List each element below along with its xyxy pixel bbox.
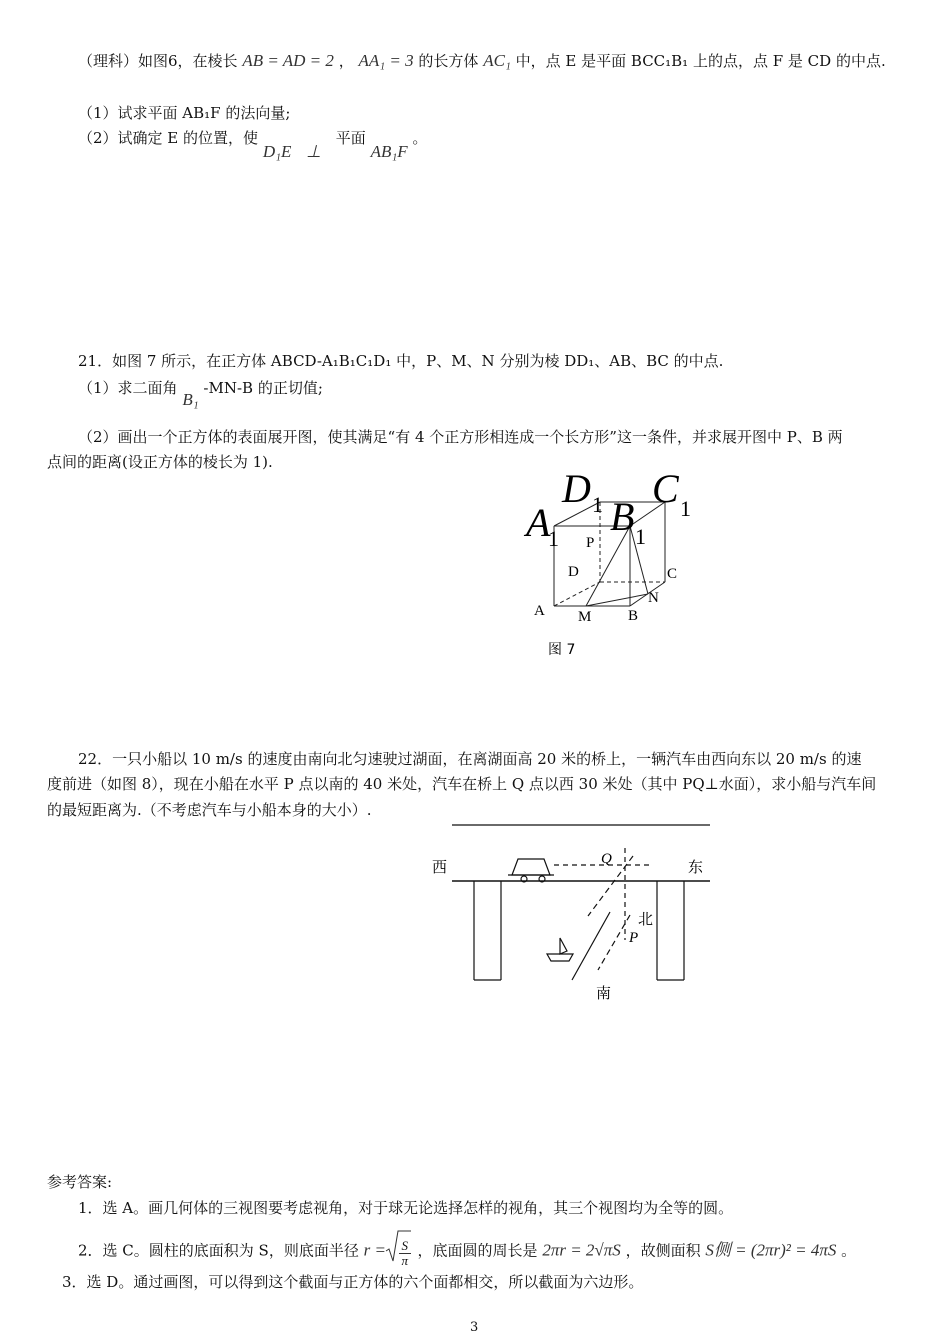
p21-line1: 21．如图 7 所示，在正方体 ABCD-A₁B₁C₁D₁ 中，P、M、N 分别为棱 DD₁、AB、BC 的中点. — [78, 352, 724, 370]
p20-math-d1e: D₁E — [262, 142, 292, 161]
p20-q2-text-b: 平面 — [335, 129, 366, 147]
p20-math-ab-ad: AB = AD = 2 — [242, 51, 334, 70]
boat-hull — [547, 954, 573, 961]
label-south: 南 — [596, 984, 612, 1002]
p20-perp: ⊥ — [306, 142, 321, 161]
p20-text-a: （理科）如图6，在棱长 — [78, 52, 238, 70]
figure-7-cube — [520, 468, 710, 663]
p20-comma: ， — [338, 52, 354, 70]
answer-2-sqrt-frac — [393, 1235, 411, 1268]
answer-2-math-e: S侧 = (2πr)² = 4πS — [705, 1240, 837, 1260]
label-d: D — [568, 564, 579, 580]
label-m: M — [578, 609, 592, 625]
label-q: Q — [601, 851, 612, 867]
figure-7-caption: 图 7 — [548, 642, 576, 658]
p21-math-b1: B₁ — [182, 390, 199, 409]
p20-text-c: 中，点 E 是平面 BCC₁B₁ 上的点，点 F 是 CD 的中点. — [515, 52, 886, 70]
p21-q1 — [78, 378, 323, 409]
p21-q2-line2: 点间的距离(设正方体的棱长为 1). — [47, 453, 273, 471]
boat-track — [572, 912, 610, 980]
p22-line2: 度前进（如图 8），现在小船在水平 P 点以南的 40 米处，汽车在桥上 Q 点以西 30 米处（其中 PQ⊥水面），求小船与汽车间 — [47, 775, 877, 793]
label-p: P — [629, 930, 639, 946]
p22-line3: 的最短距离为.（不考虑汽车与小船本身的大小）. — [47, 801, 372, 819]
label-west: 西 — [432, 858, 448, 876]
label-b1-sub: 1 — [635, 524, 646, 549]
answer-1: 1．选 A。画几何体的三视图要考虑视角，对于球无论选择怎样的视角，其三个视图均为全等的圆。 — [78, 1199, 734, 1217]
label-p: P — [586, 535, 595, 551]
p20-q2-text-c: 。 — [412, 129, 428, 147]
label-c1: C — [652, 468, 679, 511]
p20-q2-text-a: （2）试确定 E 的位置，使 — [78, 129, 259, 147]
answer-2-text-f: 。 — [841, 1241, 857, 1260]
answer-3: 3．选 D。通过画图，可以得到这个截面与正方体的六个面都相交，所以截面为六边形。 — [62, 1273, 644, 1291]
answers-heading: 参考答案: — [47, 1173, 113, 1191]
answer-2-text-d: ，故侧面积 — [625, 1241, 701, 1260]
p22-line1: 22．一只小船以 10 m/s 的速度由南向北匀速驶过湖面，在离湖面高 20 米的桥上，一辆汽车由西向东以 20 m/s 的速 — [78, 750, 862, 768]
label-a: A — [534, 603, 545, 619]
label-b1: B — [610, 494, 635, 539]
p20-math-ac1: AC₁ — [483, 51, 511, 70]
answer-2-r: r = — [363, 1240, 386, 1260]
p21-q2-line1: （2）画出一个正方体的表面展开图，使其满足“有 4 个正方形相连成一个长方形”这一条件，并求展开图中 P、B 两 — [78, 428, 843, 446]
frac-num: S — [401, 1238, 408, 1253]
radical-icon — [385, 1229, 411, 1265]
p20-math-aa1: AA₁ = 3 — [358, 51, 414, 70]
answer-2-text-b: ，底面圆的周长是 — [417, 1241, 538, 1260]
answer-2-math-c: 2πr = 2√πS — [542, 1240, 621, 1260]
p20-text-b: 的长方体 — [418, 52, 479, 70]
figure-8-bridge — [420, 818, 720, 1003]
label-d1-sub: 1 — [592, 492, 603, 517]
label-b: B — [628, 608, 639, 624]
label-c: C — [667, 566, 678, 582]
frac-den: π — [401, 1253, 408, 1268]
p21-q1-text-b: -MN-B 的正切值; — [203, 379, 323, 397]
p20-line1 — [78, 51, 886, 71]
p20-q1: （1）试求平面 AB₁F 的法向量; — [78, 104, 291, 122]
label-a1: A — [526, 500, 551, 545]
label-n: N — [648, 590, 659, 606]
p20-q2 — [78, 128, 428, 161]
label-d1: D — [562, 468, 591, 511]
boat-sail — [560, 938, 567, 954]
p20-math-ab1f: AB₁F — [370, 142, 408, 161]
car-body — [512, 859, 550, 875]
label-a1-sub: 1 — [548, 526, 559, 551]
answer-2-text-a: 2．选 C。圆柱的底面积为 S，则底面半径 — [78, 1241, 359, 1260]
label-c1-sub: 1 — [680, 496, 691, 521]
label-east: 东 — [688, 858, 704, 876]
page-number: 3 — [470, 1320, 479, 1335]
answer-2 — [78, 1235, 856, 1268]
label-north: 北 — [638, 910, 654, 928]
p21-q1-text-a: （1）求二面角 — [78, 379, 178, 397]
